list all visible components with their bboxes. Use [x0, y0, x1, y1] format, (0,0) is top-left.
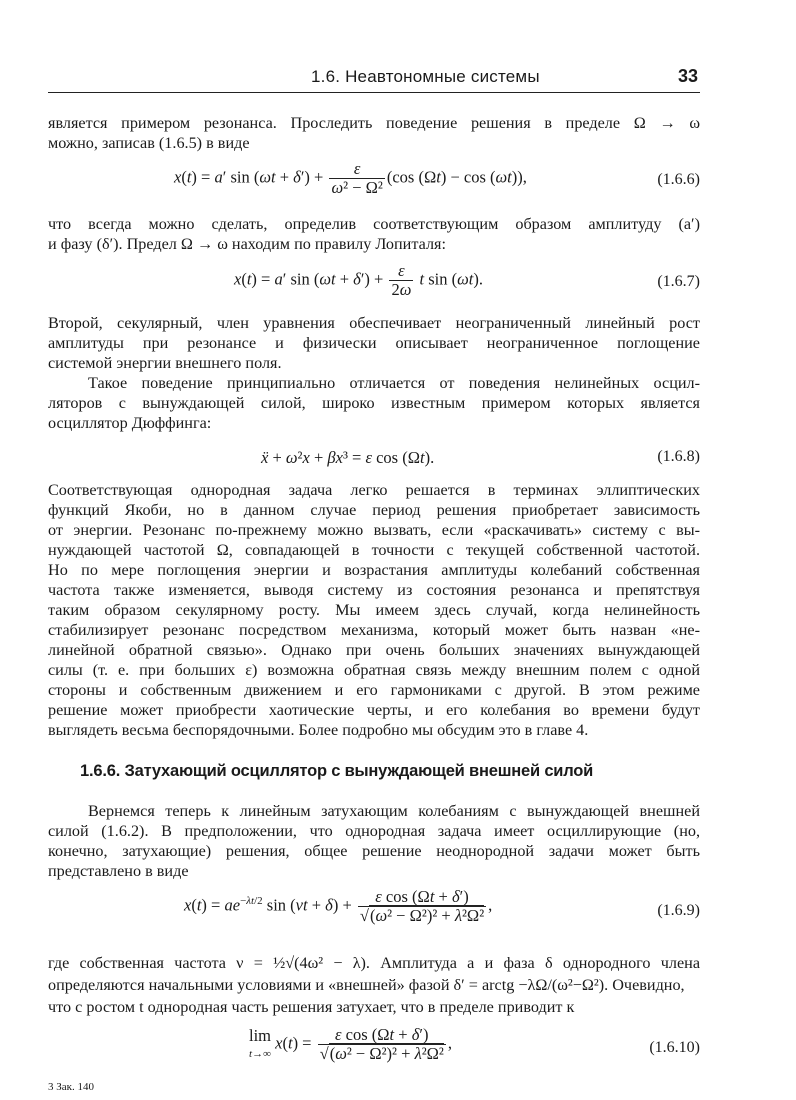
- equation-number: (1.6.9): [657, 902, 700, 919]
- text-line: Но по мере поглощения энергии и возрастания амплитуды колебаний собственная: [48, 561, 700, 579]
- text-line: амплитуды при резонансе и физически описывает неограниченное поглощение: [48, 334, 700, 352]
- text-line: выглядеть весьма беспорядочными. Более подробно мы обсудим это в главе 4.: [48, 721, 589, 739]
- equation-body: lim t→∞ x(t) = $\frac{\text{ε cos (Ωt + δ′)}}{\text{√(ω² − Ω²)² + λ²Ω²}}$ ,: [249, 1025, 452, 1063]
- text-line: является примером резонанса. Проследить поведение решения в пределе Ω → ω: [48, 114, 700, 132]
- text-line: определяются начальными условиями и «внешней» фазой δ′ = arctg −λΩ/(ω²−Ω²). Очевидно,: [48, 976, 685, 994]
- section-heading: 1.6.6. Затухающий осциллятор с вынуждающей внешней силой: [80, 762, 594, 780]
- text-line: и фазу (δ′). Предел Ω → ω находим по правилу Лопиталя:: [48, 235, 446, 253]
- equation-1-6-7: [48, 262, 700, 302]
- text-line: функций Якоби, но в данном случае период решения приобретает зависимость: [48, 501, 700, 519]
- text-line: осциллятор Дюффинга:: [48, 414, 212, 432]
- equation-number: (1.6.7): [657, 273, 700, 290]
- text-line: где собственная частота ν = ½√(4ω² − λ). Амплитуда a и фаза δ однородного члена: [48, 954, 700, 972]
- text-line: решение может приобрести хаотические черты, и его колебания во времени будут: [48, 701, 700, 719]
- text-line: таким образом секулярному росту. Мы имеем здесь случай, когда нелинейность: [48, 601, 700, 619]
- text-line: от энергии. Резонанс по-прежнему можно вызвать, если «раскачивать» систему с вы-: [48, 521, 700, 539]
- text-line: представлено в виде: [48, 862, 189, 880]
- text-line: что с ростом t однородная часть решения затухает, что в пределе приводит к: [48, 998, 575, 1016]
- equation-number: (1.6.8): [657, 448, 700, 465]
- text-line: стабилизирует резонанс посредством механизма, который может быть назван «не-: [48, 621, 700, 639]
- text-line: ляторов с вынуждающей силой, широко известным примером которых является: [48, 394, 700, 412]
- equation-number: (1.6.6): [657, 171, 700, 188]
- text-line: Второй, секулярный, член уравнения обеспечивает неограниченный линейный рост: [48, 314, 700, 332]
- text-line: конечно, затухающие) решения, общее решение неоднородной задачи может быть: [48, 842, 700, 860]
- equation-body: $x(t) = ae^{-\lambda t/2}$ sin (νt + δ) + $\frac{\text{ε cos (Ωt + δ′)}}{\text{√(ω² − Ω²)² + λ²Ω²}}$ ,: [184, 887, 493, 925]
- text-line: силой (1.6.2). В предположении, что однородная задача имеет осциллирующие (но,: [48, 822, 700, 840]
- equation-1-6-10: [48, 1026, 700, 1066]
- equation-1-6-9: [48, 888, 700, 928]
- text-line: Соответствующая однородная задача легко решается в терминах эллиптических: [48, 481, 700, 499]
- page-header: [48, 64, 700, 93]
- text-line: Вернемся теперь к линейным затухающим колебаниям с вынуждающей внешней: [88, 802, 700, 820]
- text-line: частота также изменяется, выводя систему из состояния резонанса и препятствуя: [48, 581, 700, 599]
- text-line: линейной обратной связью». Однако при очень больших значениях вынуждающей: [48, 641, 700, 659]
- equation-number: (1.6.10): [649, 1039, 700, 1056]
- text-line: стороны и собственным движением и его гармониками с другой. В этом режиме: [48, 681, 700, 699]
- equation-body: x(t) = a′ sin (ωt + δ′) + $\frac{\varepsilon}{2\omega}$ t sin (ωt).: [234, 261, 483, 299]
- text-line: нуждающей частотой Ω, совпадающей в точности с текущей собственной частотой.: [48, 541, 700, 559]
- page-number: 33: [677, 66, 698, 86]
- text-line: силы (т. е. при больших ε) возможна обратная связь между внешним полем с одной: [48, 661, 700, 679]
- running-head: 1.6. Неавтономные системы: [311, 67, 540, 86]
- signature-mark: 3 Зак. 140: [48, 1081, 94, 1093]
- equation-body: x(t) = a′ sin (ωt + δ′) + $\frac{\varepsilon}{\text{ω² − Ω²}}$ (cos (Ωt) − cos (ωt)),: [174, 159, 527, 197]
- text-line: можно, записав (1.6.5) в виде: [48, 134, 250, 152]
- text-line: Такое поведение принципиально отличается от поведения нелинейных осцил-: [88, 374, 700, 392]
- text-line: системой энергии внешнего поля.: [48, 354, 282, 372]
- text-line: что всегда можно сделать, определив соответствующим образом амплитуду (a′): [48, 215, 700, 233]
- equation-1-6-6: [48, 160, 700, 200]
- equation-body: ẍ + ω²x + βx³ = ε cos (Ωt).: [261, 448, 435, 467]
